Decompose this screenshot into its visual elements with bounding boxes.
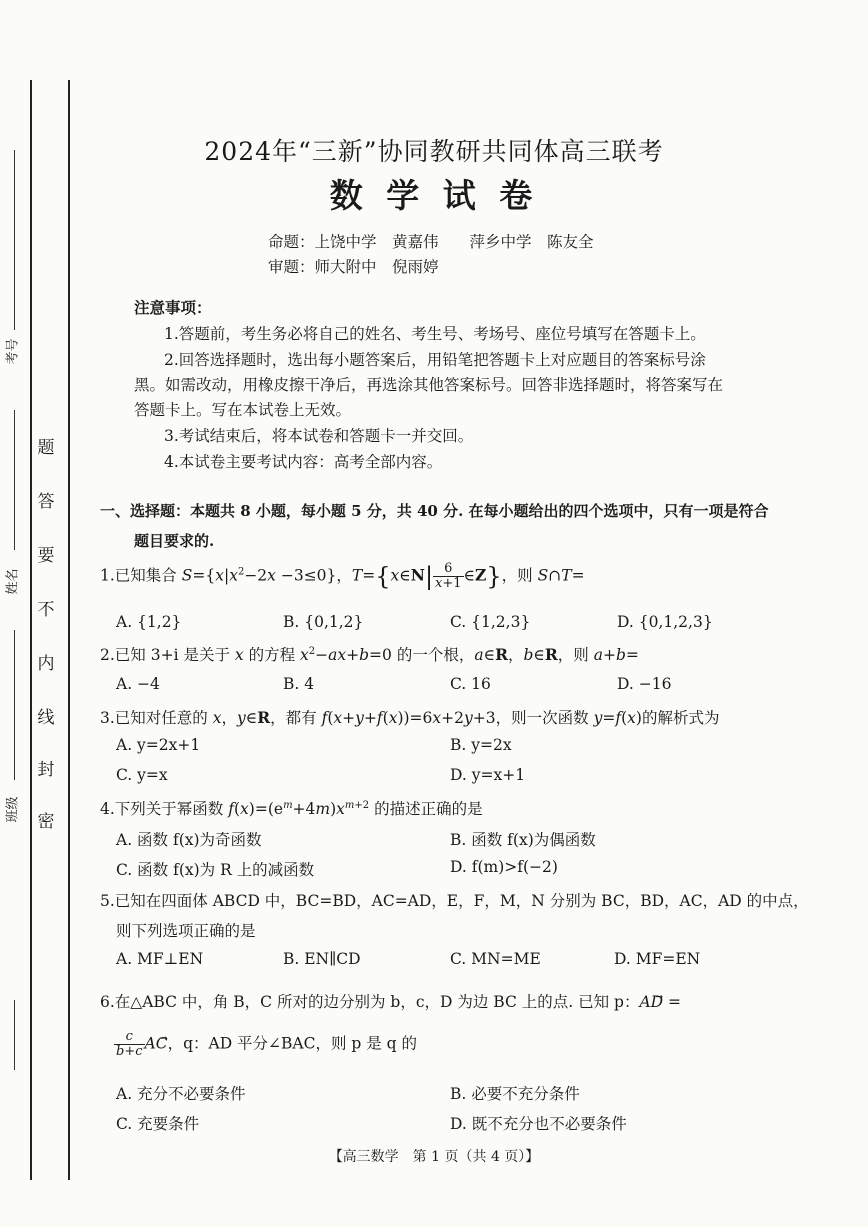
notice-item-2a: 2.回答选择题时，选出每小题答案后，用铅笔把答题卡上对应题目的答案标号涂 — [164, 351, 706, 369]
class-blank — [14, 630, 15, 780]
q1-option-c: C. {1,2,3} — [450, 613, 531, 631]
author-line: 命题：上饶中学 黄嘉伟 萍乡中学 陈友全 — [268, 233, 594, 251]
notice-title: 注意事项： — [134, 299, 212, 317]
seal-char-7: 封 — [37, 760, 55, 780]
bottom-blank — [14, 1000, 15, 1070]
seal-char-3: 要 — [37, 546, 55, 566]
seal-char-5: 内 — [37, 654, 55, 674]
q1-option-d: D. {0,1,2,3} — [617, 613, 713, 631]
q4-tail: 的描述正确的是 — [374, 800, 483, 818]
page-footer: 【高三数学 第 1 页（共 4 页）】 — [328, 1149, 540, 1165]
question-1: 1.已知集合 $S=\{x|x^2-2x -3\le 0\}$，T={x∈N| $\frac{6}{x+1}$ ∈Z}，则 S∩T= — [100, 561, 585, 591]
q5-option-c: C. MN=ME — [450, 950, 541, 968]
exam-title: 2024年“三新”协同教研共同体高三联考 — [204, 137, 664, 166]
q6-text: 6.在△ABC 中，角 B，C 所对的边分别为 b，c，D 为边 BC 上的点. 已知 p： — [100, 993, 640, 1011]
seal-char-2: 答 — [37, 492, 55, 512]
exam-subtitle: 数 学 试 卷 — [329, 176, 539, 215]
q6-option-d: D. 既不充分也不必要条件 — [450, 1115, 627, 1133]
notice-item-2b: 黑。如需改动，用橡皮擦干净后，再选涂其他答案标号。回答非选择题时，将答案写在 — [134, 376, 724, 394]
q4-option-c: C. 函数 f(x)为 R 上的减函数 — [116, 861, 315, 879]
question-4: 4.下列关于幂函数 $f(x)=(e^m+4m)x^{m+2}$ 的描述正确的是 — [100, 799, 483, 818]
q2-option-d: D. −16 — [617, 675, 672, 693]
q4-text: 4.下列关于幂函数 — [100, 800, 224, 818]
question-5-line2: 则下列选项正确的是 — [116, 922, 256, 940]
reviewer-line: 审题：师大附中 倪雨婷 — [268, 258, 439, 276]
q2-option-b: B. 4 — [283, 675, 315, 693]
q3-option-a: A. y=2x+1 — [116, 736, 201, 754]
seal-char-8: 密 — [37, 812, 55, 832]
q5-option-d: D. MF=EN — [614, 950, 701, 968]
q4-option-b: B. 函数 f(x)为偶函数 — [450, 831, 596, 849]
q3-option-d: D. y=x+1 — [450, 766, 526, 784]
binding-line-inner — [68, 80, 70, 1180]
question-6-line2: $\frac{c}{b+c}$ AC，q：AD 平分∠BAC，则 p 是 q 的 — [116, 1029, 418, 1059]
question-3: 3.已知对任意的 x，y∈R，都有 f(x+y+f(x))=6x+2y+3，则一次函数 y=f(x)的解析式为 — [100, 708, 720, 727]
q1-option-a: A. {1,2} — [116, 613, 182, 631]
q1-option-b: B. {0,1,2} — [283, 613, 364, 631]
q5-option-a: A. MF⊥EN — [116, 950, 204, 968]
notice-item-2c: 答题卡上。写在本试卷上无效。 — [134, 401, 352, 419]
name-blank — [14, 410, 15, 550]
class-label: 班级 — [5, 796, 21, 823]
question-6-line1: 6.在△ABC 中，角 B，C 所对的边分别为 b，c，D 为边 BC 上的点. 已知 p：AD⃗ = — [100, 993, 681, 1011]
q6-option-a: A. 充分不必要条件 — [116, 1085, 246, 1103]
q6-option-b: B. 必要不充分条件 — [450, 1085, 580, 1103]
section-heading-line2: 题目要求的. — [134, 532, 215, 550]
q2-option-c: C. 16 — [450, 675, 491, 693]
q5-option-b: B. EN∥CD — [283, 950, 361, 968]
q4-option-a: A. 函数 f(x)为奇函数 — [116, 831, 262, 849]
notice-item-1: 1.答题前，考生务必将自己的姓名、考生号、考场号、座位号填写在答题卡上。 — [164, 325, 706, 343]
seal-char-4: 不 — [37, 600, 55, 620]
question-2: 2.已知 3+i 是关于 x 的方程 $x^2-ax+b=0$ 的一个根，a∈R，b∈R，则 a+b= — [100, 645, 639, 664]
q3-option-c: C. y=x — [116, 766, 168, 784]
section-heading-line1: 一、选择题：本题共 8 小题，每小题 5 分，共 40 分. 在每小题给出的四个选项中，只有一项是符合 — [100, 502, 769, 520]
binding-line-outer — [30, 80, 32, 1180]
exam-no-label: 考号 — [5, 338, 21, 365]
seal-char-6: 线 — [37, 708, 55, 728]
notice-item-3: 3.考试结束后，将本试卷和答题卡一并交回。 — [164, 427, 474, 445]
name-label: 姓名 — [5, 568, 21, 595]
q2-option-a: A. −4 — [116, 675, 160, 693]
q3-option-b: B. y=2x — [450, 736, 512, 754]
q4-option-d: D. f(m)>f(−2) — [450, 858, 558, 876]
q6-option-c: C. 充要条件 — [116, 1115, 200, 1133]
q6-text-2: ，q：AD 平分∠BAC，则 p 是 q 的 — [167, 1034, 418, 1053]
question-5-line1: 5.已知在四面体 ABCD 中，BC=BD，AC=AD，E，F，M，N 分别为 BC，BD，AC，AD 的中点， — [100, 892, 809, 910]
notice-item-4: 4.本试卷主要考试内容：高考全部内容。 — [164, 453, 443, 471]
seal-char-1: 题 — [37, 438, 55, 458]
